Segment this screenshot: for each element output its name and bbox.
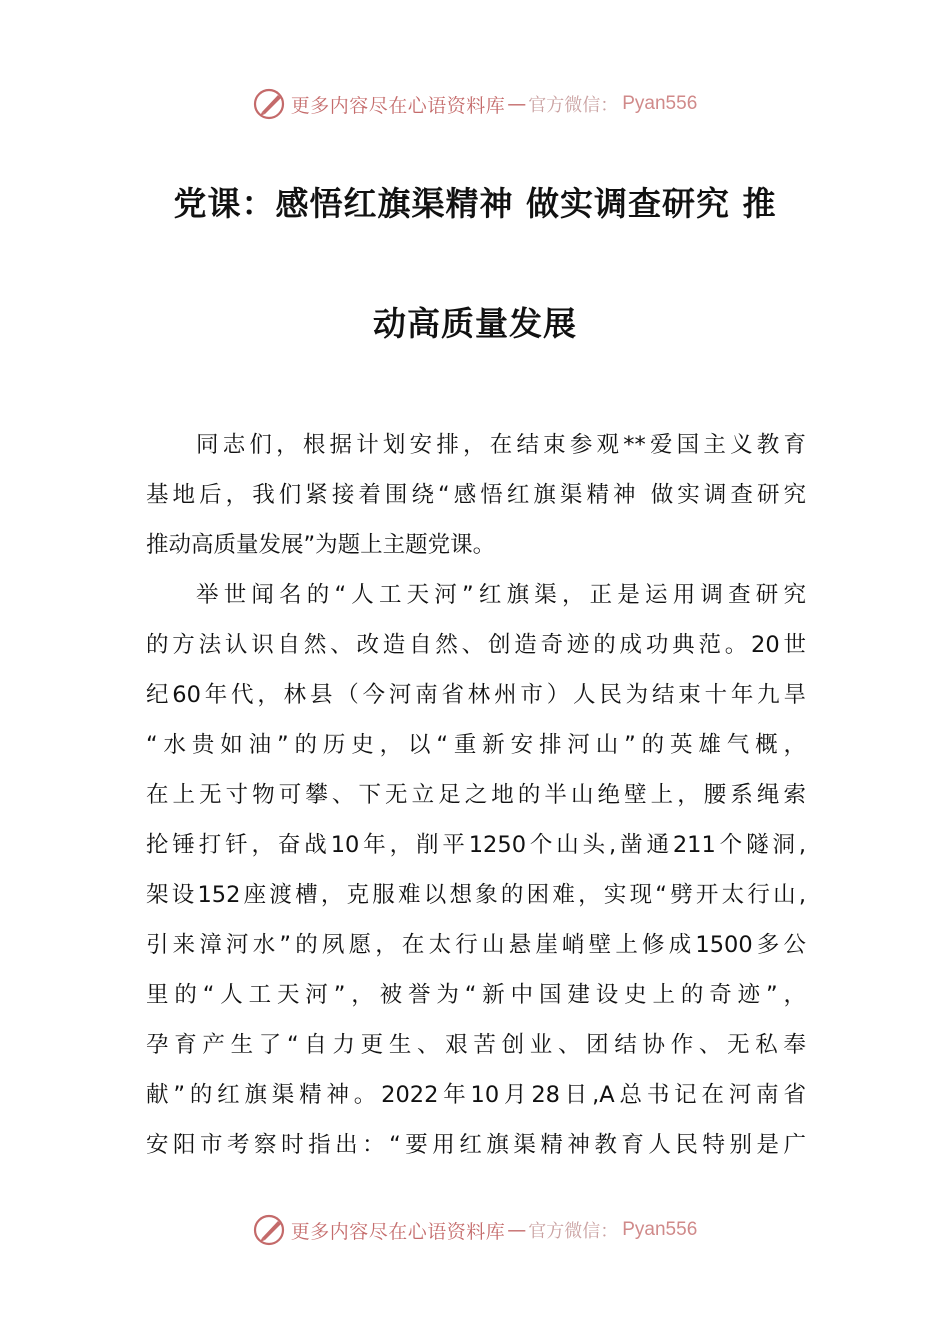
header-watermark <box>0 84 950 124</box>
paragraph-2-line: 纪60年代，林县（今河南省林州市）人民为结束十年九旱 <box>146 682 806 708</box>
footer-brand: 更多内容尽在心语资料库 <box>290 1220 506 1243</box>
pen-logo-icon <box>253 1213 287 1247</box>
paragraph-1-line: 同志们，根据计划安排，在结束参观**爱国主义教育 <box>196 432 806 458</box>
pen-logo-icon <box>253 87 287 121</box>
paragraph-2-line: 架设152座渡槽，克服难以想象的困难，实现“劈开太行山, <box>146 882 806 908</box>
header-wechat-id: Pyan556 <box>622 93 698 114</box>
paragraph-2-line: 在上无寸物可攀、下无立足之地的半山绝壁上，腰系绳索 <box>146 782 806 808</box>
document-body <box>146 420 806 1170</box>
paragraph-2-line: 里的“人工天河”，被誉为“新中国建设史上的奇迹”， <box>146 982 806 1008</box>
footer-dash: — <box>507 1219 527 1241</box>
document-title-line-2: 动高质量发展 <box>373 304 577 343</box>
footer-official: 官方微信： <box>528 1221 619 1242</box>
paragraph-2-line: 的方法认识自然、改造自然、创造奇迹的成功典范。20世 <box>146 632 806 658</box>
paragraph-2-line: 举世闻名的“人工天河”红旗渠，正是运用调查研究 <box>196 582 806 608</box>
header-official: 官方微信： <box>528 95 619 116</box>
paragraph-2-line: 引来漳河水”的夙愿，在太行山悬崖峭壁上修成1500多公 <box>146 932 806 958</box>
paragraph-1-line: 推动高质量发展”为题上主题党课。 <box>146 532 496 558</box>
paragraph-1-line: 基地后，我们紧接着围绕“感悟红旗渠精神 做实调查研究 <box>146 482 806 508</box>
paragraph-2-line: “水贵如油”的历史，以“重新安排河山”的英雄气概， <box>146 732 806 758</box>
paragraph-2-line: 献”的红旗渠精神。2022年10月28日,A总书记在河南省 <box>146 1082 806 1108</box>
footer-watermark <box>0 1210 950 1250</box>
paragraph-2-line: 抡锤打钎，奋战10年，削平1250个山头,凿通211个隧洞, <box>146 832 806 858</box>
paragraph-2-line: 安阳市考察时指出：“要用红旗渠精神教育人民特别是广 <box>146 1132 806 1158</box>
header-dash: — <box>507 93 527 115</box>
paragraph-2-line: 孕育产生了“自力更生、艰苦创业、团结协作、无私奉 <box>146 1032 806 1058</box>
document-title-line-1: 党课：感悟红旗渠精神 做实调查研究 推 <box>173 184 777 223</box>
footer-wechat-id: Pyan556 <box>622 1219 698 1240</box>
header-brand: 更多内容尽在心语资料库 <box>290 94 506 117</box>
